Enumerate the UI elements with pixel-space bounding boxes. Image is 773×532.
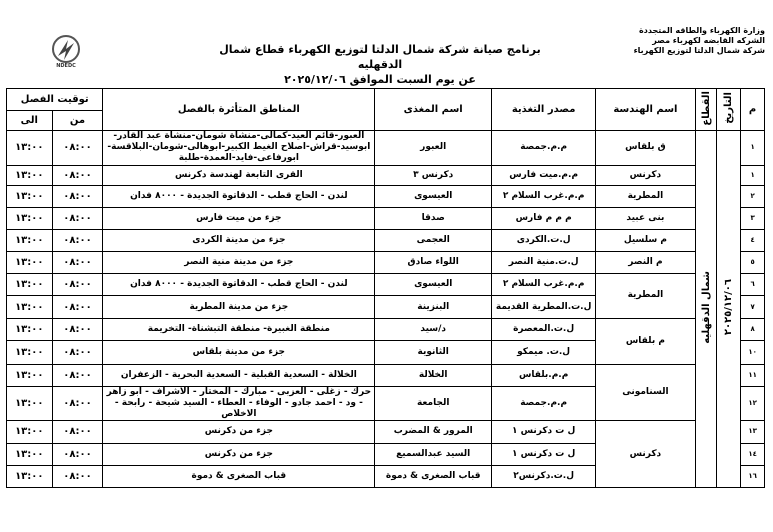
header-from: من — [52, 111, 103, 131]
cell-areas: الخلالة - السعدية القبلية - السعدية البحرية - الزعفران — [103, 364, 375, 386]
cell-num: ٨ — [741, 318, 765, 340]
cell-areas: قباب الصغرى & دموة — [103, 465, 375, 487]
cell-feeder: قباب الصغرى & دموة — [375, 465, 492, 487]
cell-source: م.م.بلقاس — [492, 364, 596, 386]
cell-num: ٥ — [741, 252, 765, 274]
cell-num: ٢ — [741, 185, 765, 207]
cell-areas: القرى التابعة لهندسة دكرنس — [103, 165, 375, 185]
cell-from: ٠٨:٠٠ — [52, 340, 103, 364]
cell-from: ٠٨:٠٠ — [52, 296, 103, 318]
cell-areas: جزء من دكرنس — [103, 443, 375, 465]
document-title — [200, 42, 560, 87]
header-feeder: اسم المغذى — [375, 89, 492, 131]
title-line-1: برنامج صيانة شركة شمال الدلتا لتوزيع الكهرباء قطاع شمال الدقهليه — [219, 43, 541, 71]
cell-source: م م م فارس — [492, 207, 596, 229]
table-row — [7, 165, 765, 185]
cell-num: ٤ — [741, 230, 765, 252]
cell-from: ٠٨:٠٠ — [52, 364, 103, 386]
cell-num: ١ — [741, 131, 765, 165]
cell-feeder: اللواء صادق — [375, 252, 492, 274]
cell-engineering: م النصر — [596, 252, 696, 274]
cell-areas: جزء من مدينة منية النصر — [103, 252, 375, 274]
cell-source: ل.ت. ميمكو — [492, 340, 596, 364]
cell-source: م.م.غرب السلام ٢ — [492, 185, 596, 207]
cell-feeder: الجامعة — [375, 387, 492, 421]
table-row — [7, 185, 765, 207]
table-row — [7, 207, 765, 229]
cell-source: م.م.غرب السلام ٢ — [492, 274, 596, 296]
cell-areas: منطقة الغبيرة- منطقة التبشناة- التخريمة — [103, 318, 375, 340]
table-row — [7, 364, 765, 386]
table-row — [7, 252, 765, 274]
cell-source: ل.ت.الكردى — [492, 230, 596, 252]
cell-to: ١٣:٠٠ — [7, 131, 53, 165]
cell-num: ١١ — [741, 364, 765, 386]
cell-from: ٠٨:٠٠ — [52, 207, 103, 229]
header-num: م — [741, 89, 765, 131]
cell-engineering: دكرنس — [596, 165, 696, 185]
cell-feeder: صدقا — [375, 207, 492, 229]
cell-engineering: المطرية — [596, 185, 696, 207]
cell-from: ٠٨:٠٠ — [52, 421, 103, 443]
cell-areas: لندن - الحاج قطب - الدقاتوة الجديدة - ٨٠٠٠ فدان — [103, 274, 375, 296]
table-row — [7, 421, 765, 443]
cell-num: ٧ — [741, 296, 765, 318]
cell-source: ل.ت.المطرية القديمة — [492, 296, 596, 318]
cell-feeder: العجمى — [375, 230, 492, 252]
cell-areas: جزء من مدينة الكردى — [103, 230, 375, 252]
cell-areas: العبور-قائم العيد-كمالى-منشاة شومان-منشاة عبد القادر-ابوسيد-قراش-اصلاح الغيط الكبير-ابوهالى-شومان-البلاقسة-ابورفاعى-فايد-العمدة-طلبة — [103, 131, 375, 165]
cell-engineering: ق بلقاس — [596, 131, 696, 165]
table-row — [7, 318, 765, 340]
header-source: مصدر التغذية — [492, 89, 596, 131]
cell-source: ل.ت.دكرنس٢ — [492, 465, 596, 487]
cell-feeder: الثانوية — [375, 340, 492, 364]
cell-source: م.م.جمصة — [492, 387, 596, 421]
title-line-2: عن يوم السبت الموافق ٢٠٢٥/١٢/٠٦ — [284, 73, 476, 86]
cell-to: ١٣:٠٠ — [7, 318, 53, 340]
cell-source: ل.ت.المعصرة — [492, 318, 596, 340]
cell-num: ٣ — [741, 207, 765, 229]
cell-feeder: العيسوى — [375, 185, 492, 207]
maintenance-table — [6, 88, 765, 488]
cell-feeder: السيد عبدالسميع — [375, 443, 492, 465]
cell-to: ١٣:٠٠ — [7, 387, 53, 421]
header-cut-time: توقيت الفصل — [7, 89, 103, 111]
cell-to: ١٣:٠٠ — [7, 274, 53, 296]
cell-source: ل ت دكرنس ١ — [492, 443, 596, 465]
cell-from: ٠٨:٠٠ — [52, 230, 103, 252]
cell-num: ١٦ — [741, 465, 765, 487]
cell-to: ١٣:٠٠ — [7, 252, 53, 274]
logo-text: NDEDC — [56, 63, 76, 69]
cell-engineering: السنامونى — [596, 364, 696, 420]
cell-to: ١٣:٠٠ — [7, 230, 53, 252]
cell-engineering: بنى عبيد — [596, 207, 696, 229]
cell-num: ١ — [741, 165, 765, 185]
cell-to: ١٣:٠٠ — [7, 165, 53, 185]
cell-from: ٠٨:٠٠ — [52, 165, 103, 185]
cell-areas: جزء من ميت فارس — [103, 207, 375, 229]
cell-areas: جزء من مدينة المطرية — [103, 296, 375, 318]
header-to: الى — [7, 111, 53, 131]
ministry-header — [595, 26, 765, 56]
cell-to: ١٣:٠٠ — [7, 185, 53, 207]
cell-to: ١٣:٠٠ — [7, 340, 53, 364]
table-row — [7, 274, 765, 296]
cell-num: ١٤ — [741, 443, 765, 465]
cell-num: ٦ — [741, 274, 765, 296]
cell-feeder: الخلالة — [375, 364, 492, 386]
cell-to: ١٣:٠٠ — [7, 364, 53, 386]
cell-num: ١٢ — [741, 387, 765, 421]
cell-from: ٠٨:٠٠ — [52, 318, 103, 340]
ministry-line-3: شركة شمال الدلتا لتوزيع الكهرباء — [633, 46, 765, 55]
cell-areas: حرك - زغلى - العزبى - مبارك - المختار - الاشراف - ابو زاهر - ود - احمد جادو - الوفاء - العطاء - السيد شيحة - رابحة - الاخلاص — [103, 387, 375, 421]
cell-source: م.م.ميت فارس — [492, 165, 596, 185]
header-engineering: اسم الهندسة — [596, 89, 696, 131]
cell-source: ل ت دكرنس ١ — [492, 421, 596, 443]
cell-source: ل.ت.منية النصر — [492, 252, 596, 274]
cell-to: ١٣:٠٠ — [7, 296, 53, 318]
cell-num: ١٣ — [741, 421, 765, 443]
cell-feeder: البنزينة — [375, 296, 492, 318]
cell-from: ٠٨:٠٠ — [52, 387, 103, 421]
header-sector: القطاع — [695, 89, 717, 131]
cell-to: ١٣:٠٠ — [7, 421, 53, 443]
cell-sector: شمال الدقهليه — [695, 131, 717, 488]
header-date: التاريخ — [717, 89, 741, 131]
cell-feeder: العبور — [375, 131, 492, 165]
cell-from: ٠٨:٠٠ — [52, 443, 103, 465]
table-row — [7, 230, 765, 252]
cell-num: ١٠ — [741, 340, 765, 364]
cell-engineering: دكرنس — [596, 421, 696, 488]
header-areas: المناطق المتأثرة بالفصل — [103, 89, 375, 131]
cell-to: ١٣:٠٠ — [7, 465, 53, 487]
cell-to: ١٣:٠٠ — [7, 207, 53, 229]
cell-areas: لندن - الحاج قطب - الدقاتوة الجديدة - ٨٠٠٠ فدان — [103, 185, 375, 207]
cell-source: م.م.جمصة — [492, 131, 596, 165]
cell-engineering: م سلسيل — [596, 230, 696, 252]
cell-feeder: العيسوى — [375, 274, 492, 296]
cell-from: ٠٨:٠٠ — [52, 465, 103, 487]
cell-to: ١٣:٠٠ — [7, 443, 53, 465]
cell-areas: جزء من مدينة بلقاس — [103, 340, 375, 364]
cell-date: ٢٠٢٥/١٢/٠٦ — [717, 131, 741, 488]
cell-from: ٠٨:٠٠ — [52, 185, 103, 207]
ministry-line-1: وزارة الكهرباء والطاقه المتجددة — [639, 26, 765, 35]
cell-feeder: المرور & المضرب — [375, 421, 492, 443]
cell-from: ٠٨:٠٠ — [52, 131, 103, 165]
cell-from: ٠٨:٠٠ — [52, 274, 103, 296]
cell-feeder: دكرنس ٣ — [375, 165, 492, 185]
cell-areas: جزء من دكرنس — [103, 421, 375, 443]
cell-from: ٠٨:٠٠ — [52, 252, 103, 274]
cell-engineering: المطرية — [596, 274, 696, 318]
ministry-line-2: الشركه القابضه لكهرباء مصر — [652, 36, 765, 45]
cell-feeder: د/سيد — [375, 318, 492, 340]
table-row — [7, 131, 765, 165]
header-row-1 — [7, 89, 765, 111]
cell-engineering: م بلقاس — [596, 318, 696, 364]
